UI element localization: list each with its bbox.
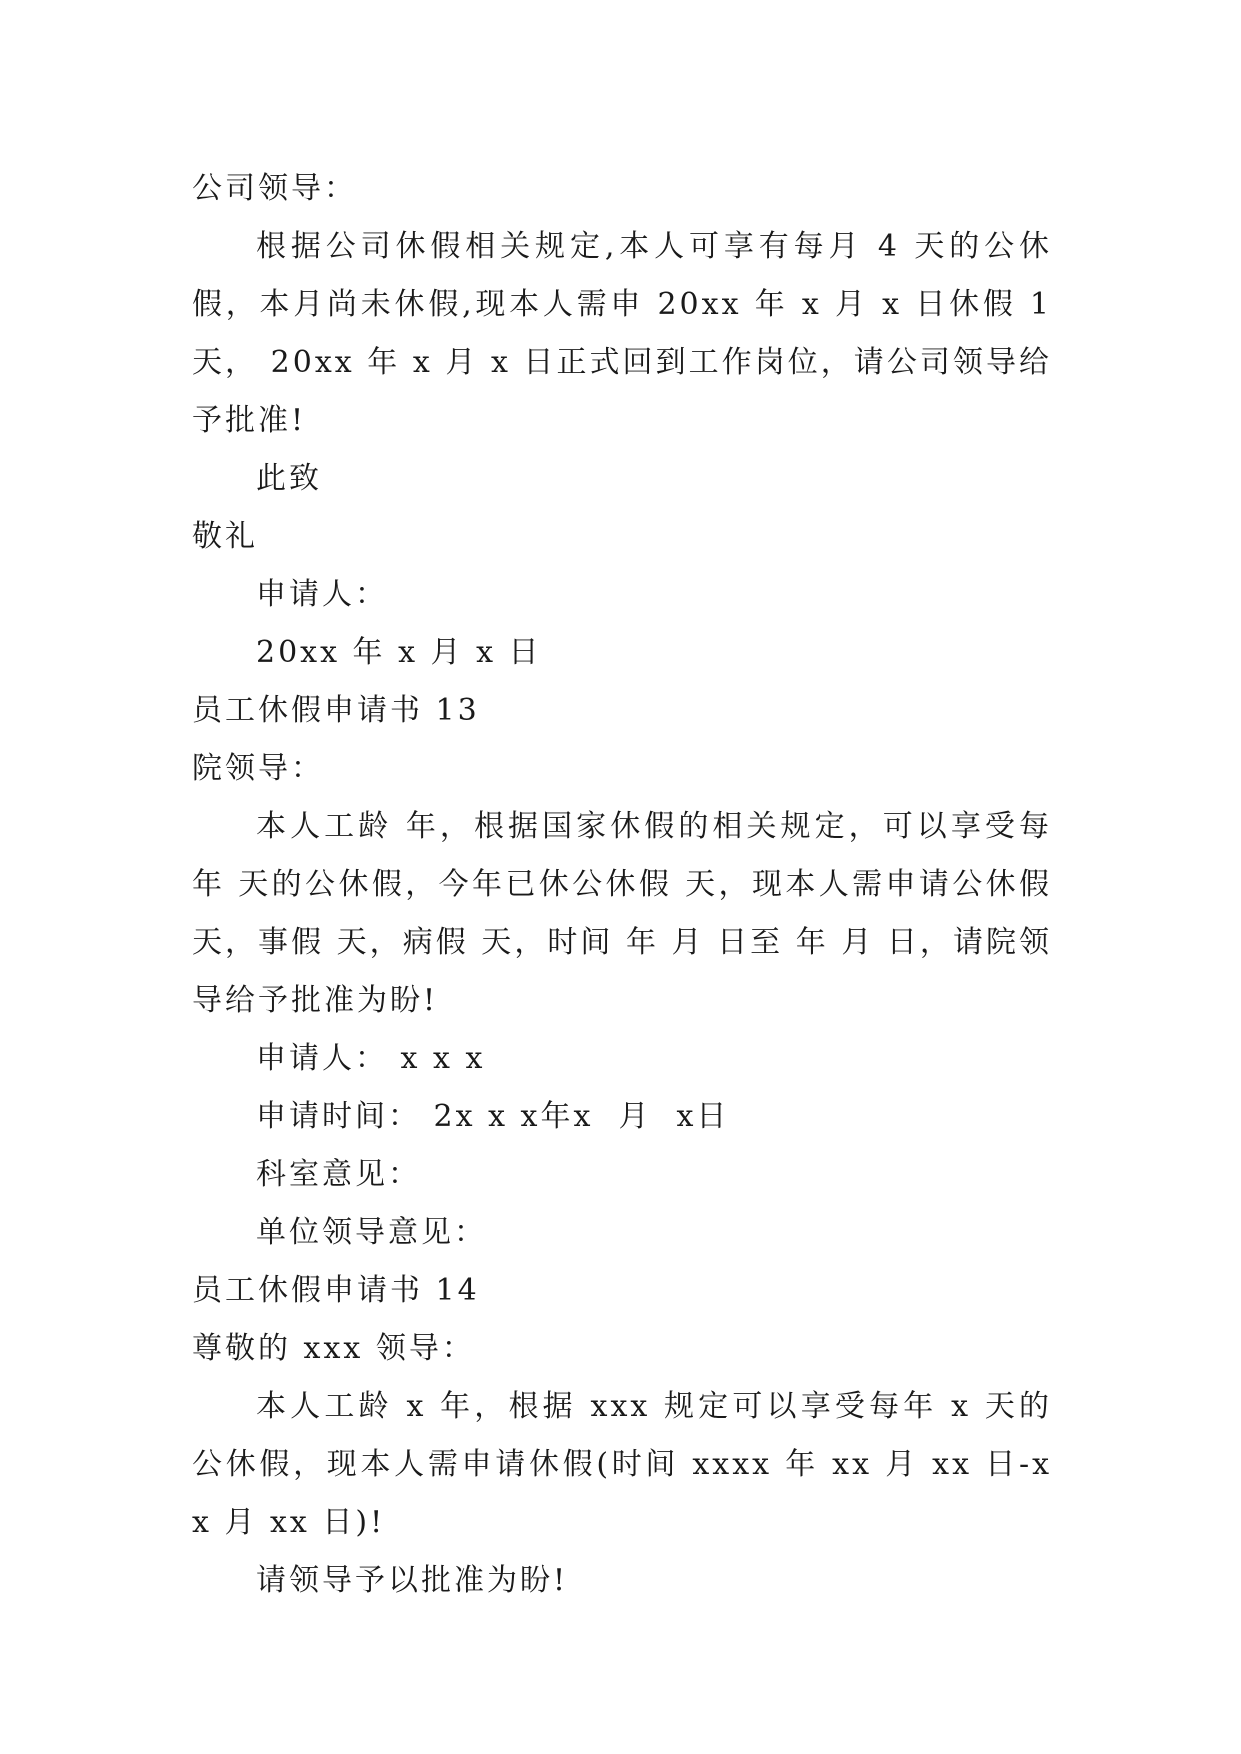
unit-opinion-line: 单位领导意见： bbox=[256, 1215, 487, 1250]
section-title: 员工休假申请书 14 bbox=[192, 1273, 480, 1308]
document-page bbox=[192, 160, 1052, 1610]
applicant-line: 申请人： x x x bbox=[256, 1041, 486, 1076]
applicant-line: 申请人： bbox=[256, 577, 388, 612]
apply-time-line: 申请时间： 2x x x年x 月 x日 bbox=[256, 1099, 730, 1134]
date-line: 20xx 年 x 月 x 日 bbox=[256, 635, 542, 670]
salutation: 尊敬的 xxx 领导： bbox=[192, 1331, 475, 1366]
dept-opinion-line: 科室意见： bbox=[256, 1157, 421, 1192]
body-paragraph: 本人工龄 年，根据国家休假的相关规定，可以享受每年 天的公休假，今年已休公休假 天，现本人需申请公休假 天，事假 天，病假 天，时间 年 月 日至 年 月 日，请院领导给予批准为盼! bbox=[192, 809, 1052, 1018]
request-line: 请领导予以批准为盼! bbox=[256, 1563, 569, 1598]
closing-line: 此致 bbox=[256, 461, 322, 496]
salutation: 公司领导： bbox=[192, 171, 357, 206]
body-paragraph: 本人工龄 x 年，根据 xxx 规定可以享受每年 x 天的公休假，现本人需申请休假(时间 xxxx 年 xx 月 xx 日-xx 月 xx 日)! bbox=[192, 1389, 1052, 1540]
body-paragraph: 根据公司休假相关规定,本人可享有每月 4 天的公休假，本月尚未休假,现本人需申 20xx 年 x 月 x 日休假 1 天， 20xx 年 x 月 x 日正式回到工作岗位，请公司领导给予批准! bbox=[192, 229, 1052, 438]
closing-regards: 敬礼 bbox=[192, 519, 258, 554]
salutation: 院领导： bbox=[192, 751, 324, 786]
section-title: 员工休假申请书 13 bbox=[192, 693, 480, 728]
